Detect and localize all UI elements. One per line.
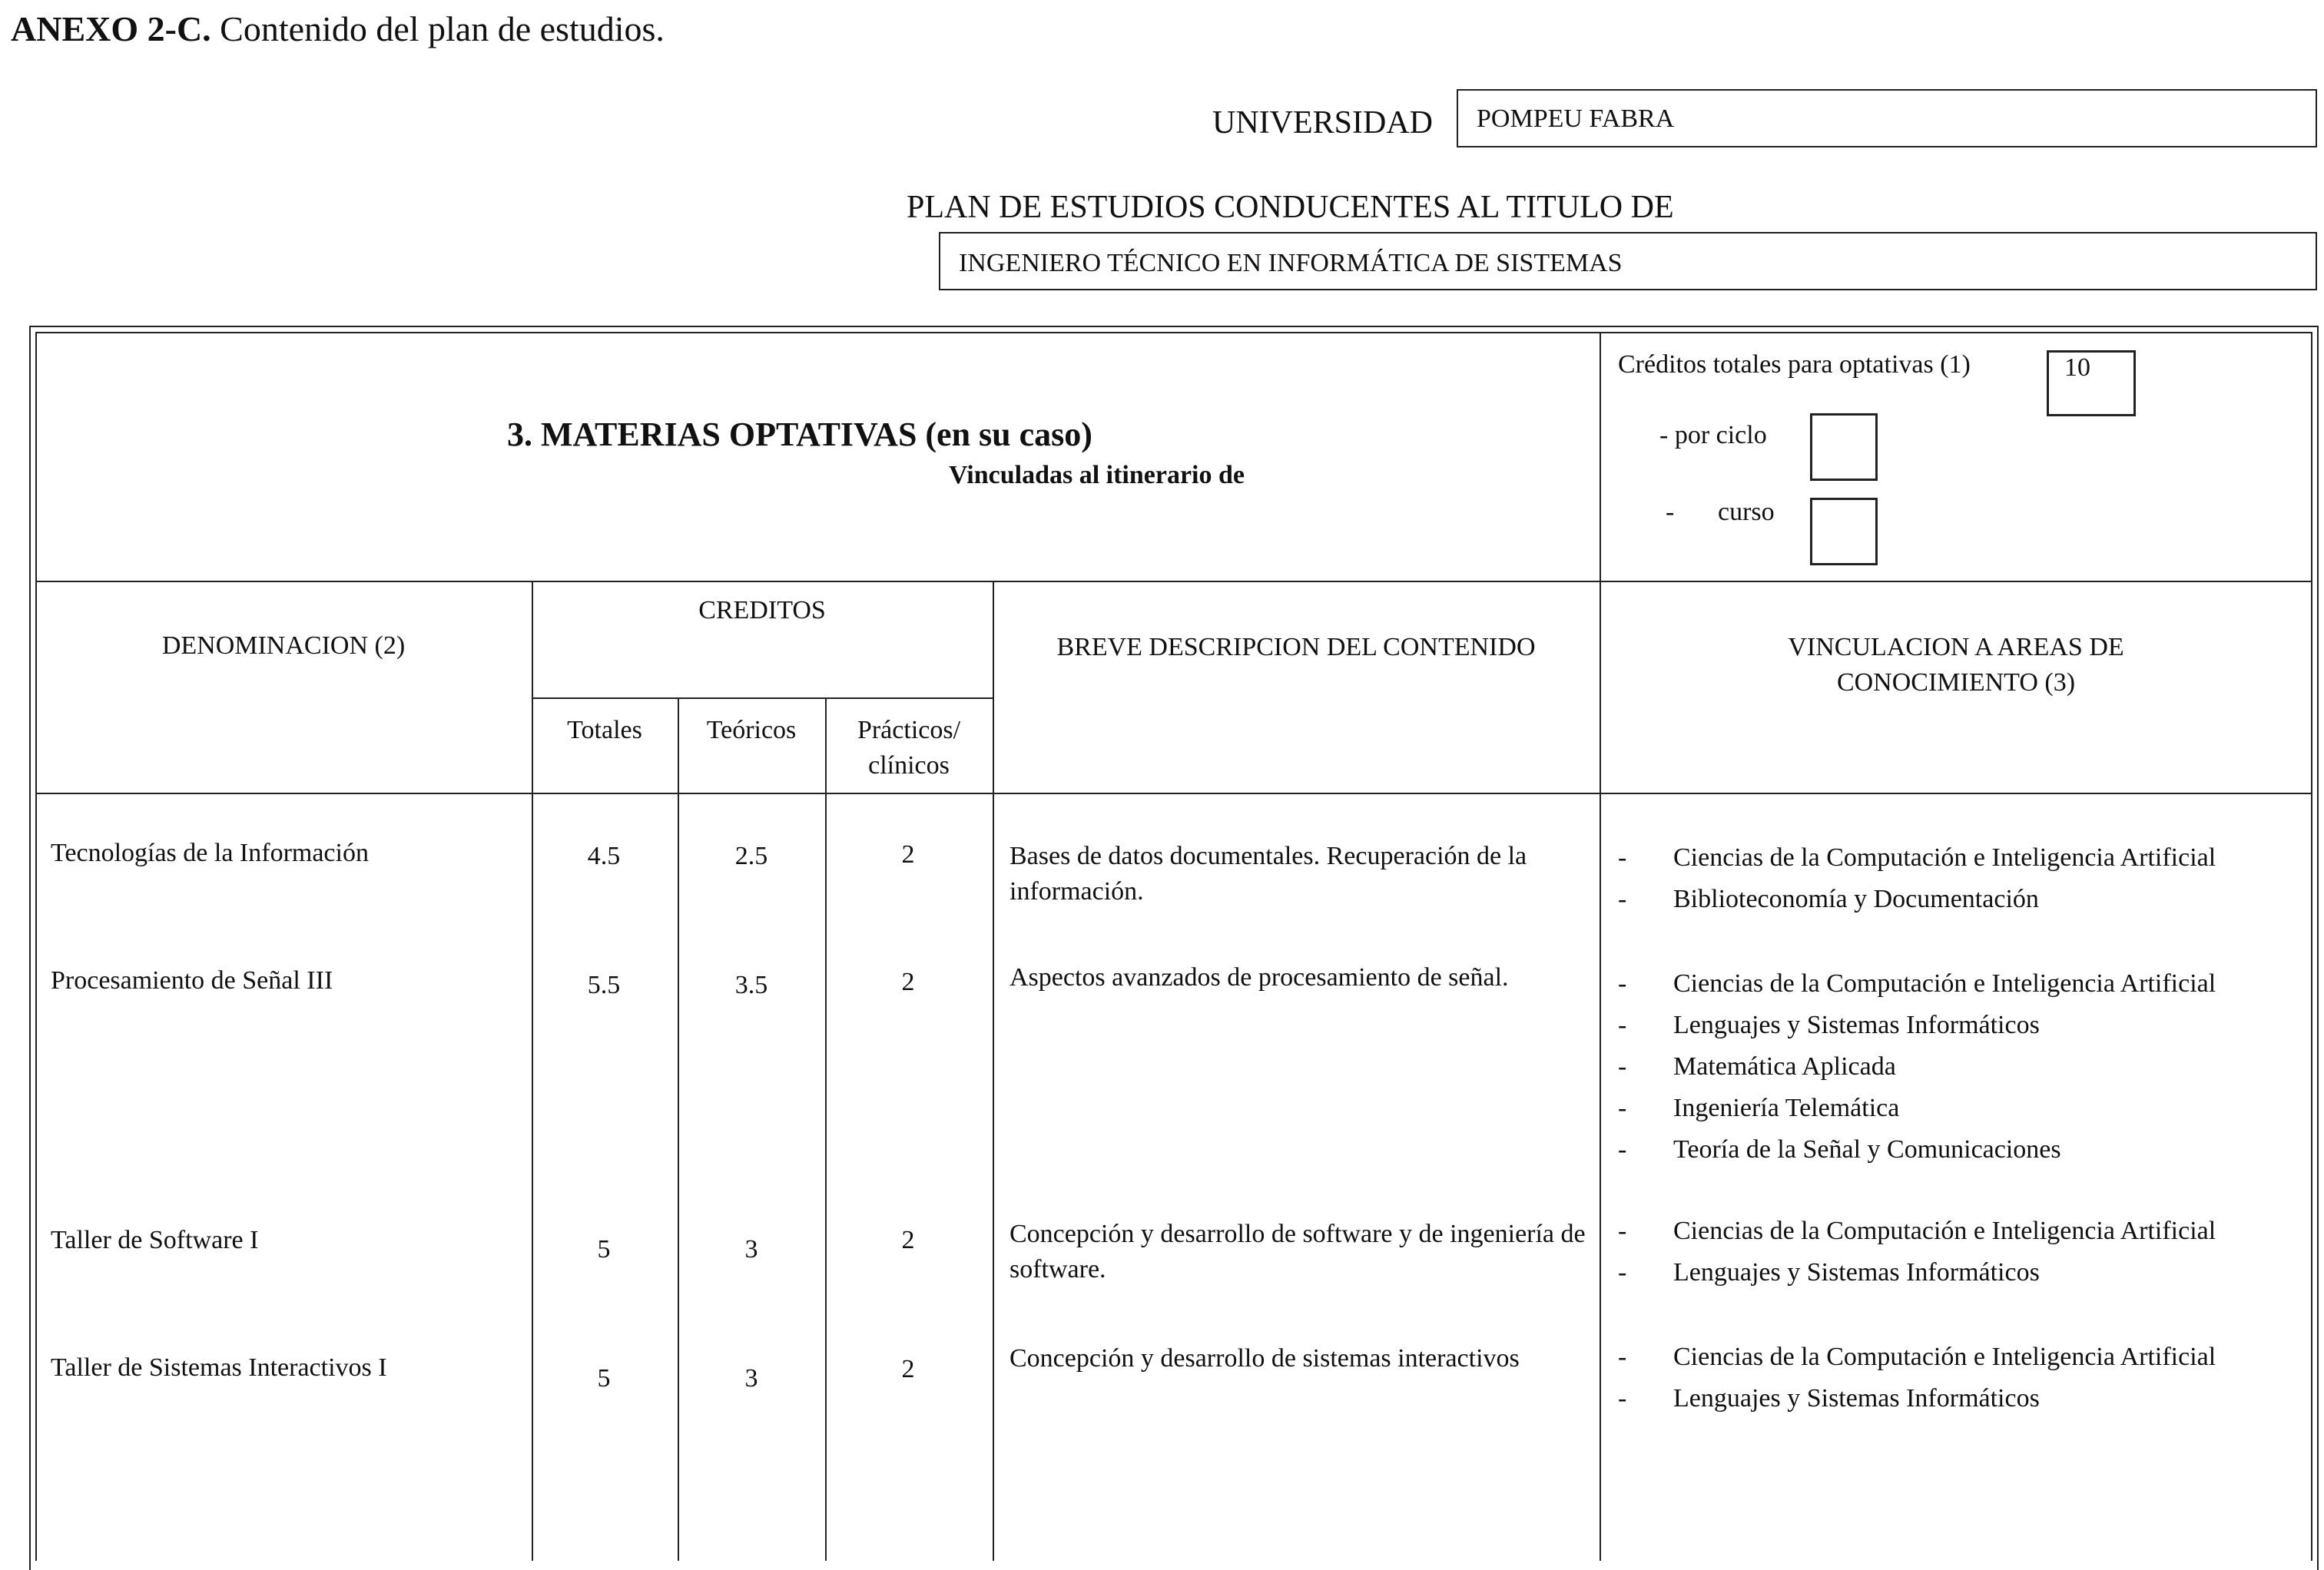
column-divider-areas xyxy=(1600,332,1601,1561)
table-row-name: Tecnologías de la Información xyxy=(51,839,369,867)
area-dash: - xyxy=(1618,1217,1627,1245)
credits-total-label: Créditos totales para optativas (1) xyxy=(1618,350,1971,379)
column-header-teoricos: Teóricos xyxy=(706,716,797,744)
degree-value: INGENIERO TÉCNICO EN INFORMÁTICA DE SISTEMAS xyxy=(959,249,1623,277)
per-course-box xyxy=(1810,498,1878,565)
area-name: Ciencias de la Computación e Inteligencia Artificial xyxy=(1673,969,2216,998)
table-row-practicos: 2 xyxy=(901,968,915,996)
column-divider-practicos xyxy=(825,697,827,1561)
area-name: Ciencias de la Computación e Inteligencia Artificial xyxy=(1673,1343,2216,1371)
column-header-vinculacion-line2: CONOCIMIENTO (3) xyxy=(1836,668,2076,697)
area-dash: - xyxy=(1618,1052,1627,1081)
column-header-totales: Totales xyxy=(567,716,642,744)
plan-label: PLAN DE ESTUDIOS CONDUCENTES AL TITULO DE xyxy=(907,190,1674,225)
area-dash: - xyxy=(1618,1094,1627,1122)
table-row-teoricos: 3 xyxy=(744,1364,758,1393)
table-row-teoricos: 2.5 xyxy=(734,842,768,870)
university-field xyxy=(1457,89,2317,147)
table-row-name: Taller de Sistemas Interactivos I xyxy=(51,1353,387,1382)
area-name: Lenguajes y Sistemas Informáticos xyxy=(1673,1011,2040,1039)
annex-title: Contenido del plan de estudios. xyxy=(220,9,665,48)
column-header-denominacion: DENOMINACION (2) xyxy=(161,631,406,660)
column-header-descripcion: BREVE DESCRIPCION DEL CONTENIDO xyxy=(1056,633,1536,661)
table-row-totales: 4.5 xyxy=(587,842,621,870)
area-dash: - xyxy=(1618,1343,1627,1371)
area-name: Matemática Aplicada xyxy=(1673,1052,1896,1081)
column-header-practicos-line2: clínicos xyxy=(868,751,950,780)
section-divider xyxy=(35,581,2312,582)
area-name: Biblioteconomía y Documentación xyxy=(1673,885,2039,913)
credits-subheader-divider xyxy=(532,697,993,699)
table-row-description: Aspectos avanzados de procesamiento de señal. xyxy=(1009,963,1509,992)
column-divider-teoricos xyxy=(678,697,679,1561)
university-label: UNIVERSIDAD xyxy=(1212,105,1433,141)
column-divider-description xyxy=(993,581,994,1561)
table-row-totales: 5 xyxy=(597,1235,611,1264)
area-dash: - xyxy=(1618,1258,1627,1287)
area-dash: - xyxy=(1618,969,1627,998)
column-header-creditos: CREDITOS xyxy=(698,596,826,624)
area-name: Ciencias de la Computación e Inteligencia Artificial xyxy=(1673,843,2216,872)
table-row-practicos: 2 xyxy=(901,840,915,869)
degree-field xyxy=(939,232,2317,290)
area-dash: - xyxy=(1618,1135,1627,1164)
annex-label: ANEXO 2-C. xyxy=(11,9,211,48)
area-name: Teoría de la Señal y Comunicaciones xyxy=(1673,1135,2061,1164)
table-row-totales: 5 xyxy=(597,1364,611,1393)
table-row-practicos: 2 xyxy=(901,1355,915,1383)
credits-total-value: 10 xyxy=(2064,353,2090,382)
per-cycle-label: - por ciclo xyxy=(1659,421,1767,449)
column-header-practicos: Prácticos/ xyxy=(857,716,961,744)
area-name: Ingeniería Telemática xyxy=(1673,1094,1900,1122)
section-subtitle: Vinculadas al itinerario de xyxy=(948,461,1245,489)
table-row-teoricos: 3 xyxy=(744,1235,758,1264)
header-bottom-divider xyxy=(35,793,2312,794)
table-row-name: Procesamiento de Señal III xyxy=(51,966,333,995)
per-cycle-box xyxy=(1810,413,1878,481)
table-row-description: Concepción y desarrollo de sistemas interactivos xyxy=(1009,1344,1520,1373)
table-row-name: Taller de Software I xyxy=(51,1226,259,1254)
area-name: Lenguajes y Sistemas Informáticos xyxy=(1673,1258,2040,1287)
table-row-practicos: 2 xyxy=(901,1226,915,1254)
table-row-description: Concepción y desarrollo de software y de ingeniería de software. xyxy=(1009,1220,1586,1283)
area-name: Lenguajes y Sistemas Informáticos xyxy=(1673,1384,2040,1413)
university-value: POMPEU FABRA xyxy=(1477,104,1675,133)
per-course-label: curso xyxy=(1718,498,1775,526)
table-row-teoricos: 3.5 xyxy=(734,971,768,999)
section-title: 3. MATERIAS OPTATIVAS (en su caso) xyxy=(507,416,1092,453)
area-dash: - xyxy=(1618,885,1627,913)
area-dash: - xyxy=(1618,1384,1627,1413)
area-dash: - xyxy=(1618,1011,1627,1039)
column-header-vinculacion: VINCULACION A AREAS DE xyxy=(1788,633,2124,661)
credits-total-box xyxy=(2047,350,2136,416)
per-course-dash: - xyxy=(1666,498,1675,526)
area-name: Ciencias de la Computación e Inteligencia Artificial xyxy=(1673,1217,2216,1245)
area-dash: - xyxy=(1618,843,1627,872)
table-row-totales: 5.5 xyxy=(587,971,621,999)
table-row-description: Bases de datos documentales. Recuperación de la información. xyxy=(1009,842,1527,906)
annex-heading xyxy=(11,6,665,52)
